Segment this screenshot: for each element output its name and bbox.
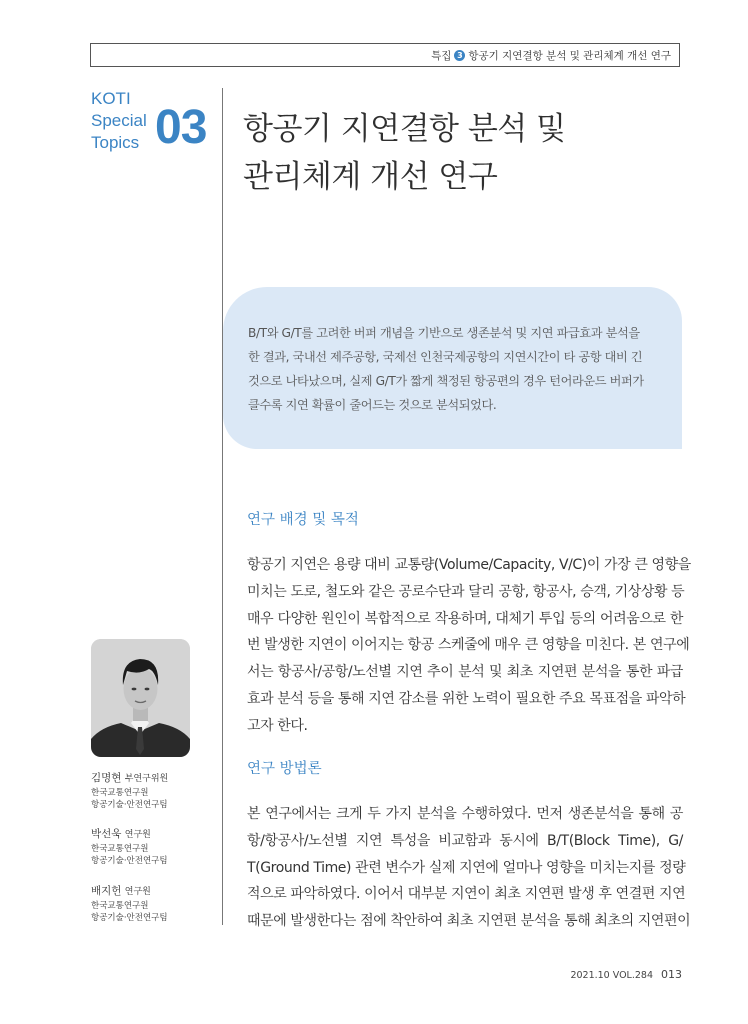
author-portrait-illustration: [91, 639, 190, 757]
header-prefix: 특집: [431, 49, 452, 62]
author-role: 부연구위원: [124, 774, 169, 784]
author-role: 연구원: [124, 830, 151, 840]
body-line: T(Ground Time) 관련 변수가 실제 지연에 얼마나 영향을 미치는지를 정량: [247, 859, 686, 876]
author-block: [91, 827, 216, 867]
author-role: 연구원: [124, 887, 151, 897]
author-name: 박선욱: [91, 828, 122, 840]
author-block: [91, 771, 216, 811]
summary-line: B/T와 G/T를 고려한 버퍼 개념을 기반으로 생존분석 및 지연 파급효과 분석을: [248, 326, 640, 340]
body-line: 때문에 발생한다는 점에 착안하여 최초 지연편 분석을 통해 최초의 지연편이: [247, 913, 691, 930]
author-dept: 항공기술·안전연구팀: [91, 856, 168, 866]
author-org: 한국교통연구원: [91, 844, 149, 854]
body-line: 항공기 지연은 용량 대비 교통량(Volume/Capacity, V/C)이 가장 큰 영향을: [247, 557, 691, 573]
issue-info: 2021.10 VOL.284: [570, 970, 653, 981]
section-heading-background: 연구 배경 및 목적: [247, 512, 359, 528]
body-line: 적으로 파악하였다. 이어서 대부분 지연이 최초 지연편 발생 후 연결편 지연: [247, 886, 686, 903]
author-photo: [91, 639, 190, 757]
author-dept: 항공기술·안전연구팀: [91, 913, 168, 923]
header-title: 항공기 지연결항 분석 및 관리체계 개선 연구: [468, 49, 671, 62]
author-name: 배지헌: [91, 885, 122, 897]
page-number: 013: [661, 968, 682, 981]
author-org: 한국교통연구원: [91, 901, 149, 911]
summary-line: 클수록 지연 확률이 줄어드는 것으로 분석되었다.: [248, 398, 497, 412]
brand-line-2: Special: [91, 111, 147, 130]
body-line: 고자 한다.: [247, 717, 308, 734]
author-org: 한국교통연구원: [91, 788, 149, 798]
body-line: 미치는 도로, 철도와 같은 공로수단과 달리 공항, 항공사, 승객, 기상상황 등: [247, 583, 685, 600]
topic-number: 03: [155, 101, 207, 154]
summary-line: 한 결과, 국내선 제주공항, 국제선 인천국제공항의 지연시간이 타 공항 대비 긴: [248, 350, 643, 364]
body-line: 매우 다양한 원인이 복합적으로 작용하며, 대체기 투입 등의 어려움으로 한: [247, 610, 683, 627]
author-block: [91, 884, 216, 924]
body-line: 효과 분석 등을 통해 지연 감소를 위한 노력이 필요한 주요 목표점을 파악하: [247, 690, 686, 707]
vertical-divider: [222, 88, 223, 925]
brand-line-3: Topics: [91, 133, 140, 152]
body-line: 항/항공사/노선별 지연 특성을 비교함과 동시에 B/T(Block Time), G/: [247, 832, 683, 849]
running-header: [90, 43, 680, 67]
header-number-badge: 3: [454, 50, 465, 61]
article-title: [243, 105, 566, 201]
brand-line-1: KOTI: [91, 89, 131, 108]
body-line: 본 연구에서는 크게 두 가지 분석을 수행하였다. 먼저 생존분석을 통해 공: [247, 806, 683, 822]
section-body-methodology: [247, 801, 691, 935]
koti-special-topics-logo: [91, 88, 147, 154]
title-line-2: 관리체계 개선 연구: [243, 159, 498, 195]
body-line: 번 발생한 지연이 이어지는 항공 스케줄에 매우 큰 영향을 미친다. 본 연구에: [247, 637, 690, 654]
body-line: 서는 항공사/공항/노선별 지연 추이 분석 및 최초 지연편 분석을 통한 파급: [247, 664, 683, 681]
title-line-1: 항공기 지연결항 분석 및: [243, 111, 566, 147]
section-body-background: [247, 552, 691, 740]
page-footer: [570, 968, 682, 981]
author-name: 김명현: [91, 772, 122, 784]
author-dept: 항공기술·안전연구팀: [91, 800, 168, 810]
summary-line: 것으로 나타났으며, 실제 G/T가 짧게 책정된 항공편의 경우 턴어라운드 버퍼가: [248, 374, 644, 388]
section-heading-methodology: 연구 방법론: [247, 761, 322, 777]
summary-text: [248, 321, 668, 417]
